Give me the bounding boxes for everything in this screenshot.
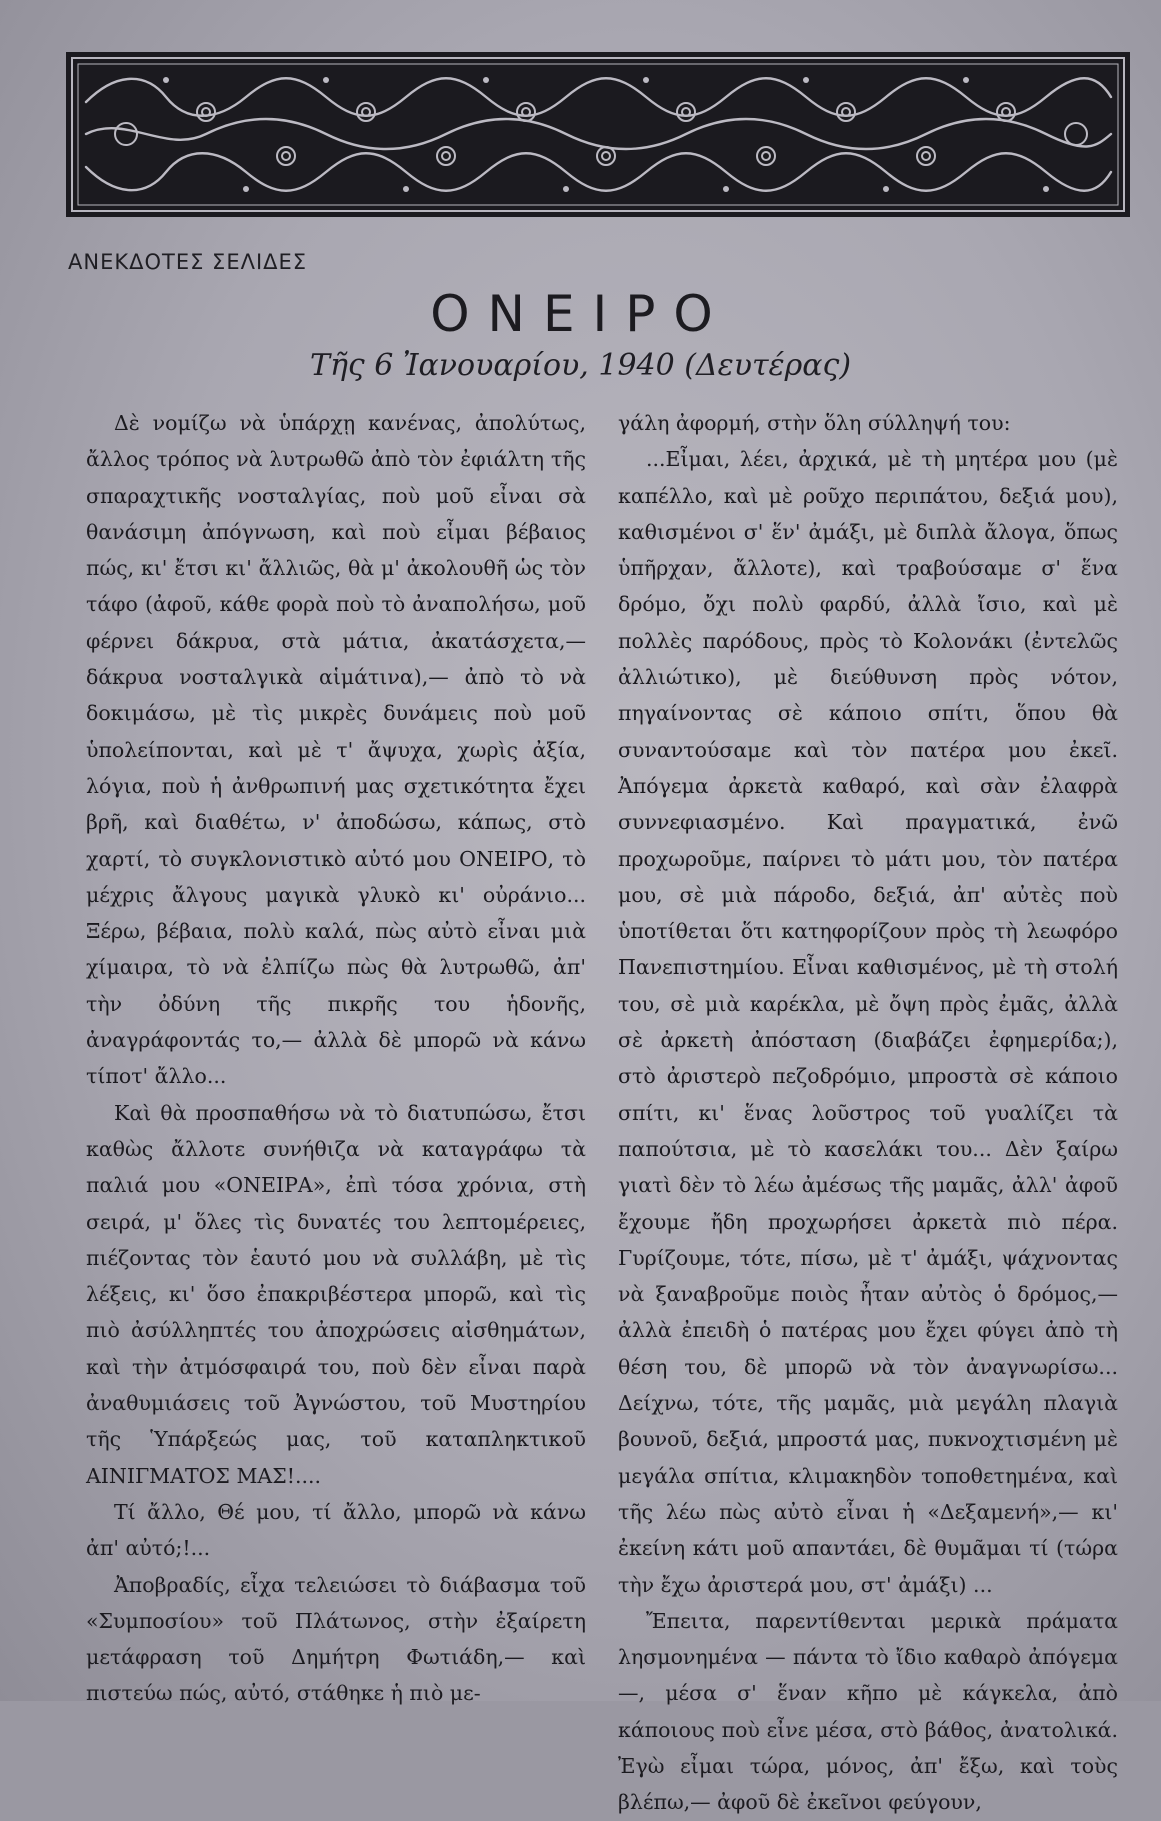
paragraph: ...Εἶμαι, λέει, ἀρχικά, μὲ τὴ μητέρα μου (μὲ καπέλλο, καὶ μὲ ροῦχο περιπάτου, δεξιά μου), καθισμένοι σ' ἕν' ἀμάξι, μὲ διπλὰ ἄλογα, ὅπως ὑπῆρχαν, ἄλλοτε), καὶ τραβούσαμε σ' ἕνα δρόμο, ὄχι πολὺ φαρδύ, ἀλλὰ ἴσιο, καὶ μὲ πολλὲς παρόδους, πρὸς τὸ Κολονάκι (ἐντελῶς ἀλλιώτικο), μὲ διεύθυνση πρὸς νότον, πηγαίνοντας σὲ κάποιο σπίτι, ὅπου θὰ συναντούσαμε καὶ τὸν πατέρα μου ἐκεῖ. Ἀπόγεμα ἀρκετὰ καθαρό, καὶ σὰν ἐλαφρὰ συννεφιασμένο. Καὶ πραγματικά, ἐνῶ προχωροῦμε, παίρνει τὸ μάτι μου, τὸν πατέρα μου, σὲ μιὰ πάροδο, δεξιά, ἀπ' αὐτὲς ποὺ ὑποτίθεται ὅτι κατηφορίζουν πρὸς τὴ λεωφόρο Πανεπιστημίου. Εἶναι καθισμένος, μὲ τὴ στολή του, σὲ μιὰ καρέκλα, μὲ ὄψη πρὸς ἐμᾶς, ἀλλὰ σὲ ἀρκετὴ ἀπόσταση (διαβάζει ἐφημερίδα;), στὸ ἀριστερὸ πεζοδρόμιο, μπροστὰ σὲ κάποιο σπίτι, κι' ἕνας λοῦστρος τοῦ γυαλίζει τὰ παπούτσια, μὲ τὸ κασελάκι του... Δὲν ξαίρω γιατὶ δὲν τὸ λέω ἀμέσως τῆς μαμᾶς, ἀλλ' ἀφοῦ ἔχουμε ἤδη προχωρήσει ἀρκετὰ πιὸ πέρα. Γυρίζουμε, τότε, πίσω, μὲ τ' ἀμάξι, ψάχνοντας νὰ ξαναβροῦμε ποιὸς ἦταν αὐτὸς ὁ δρόμος,— ἀλλὰ ἐπειδὴ ὁ πατέρας μου ἔχει φύγει ἀπὸ τὴ θέση του, δὲ μπορῶ νὰ τὸν ἀναγνωρίσω... Δείχνω, τότε, τῆς μαμᾶς, μιὰ μεγάλη πλαγιὰ βουνοῦ, δεξιά, μπροστά μας, πυκνοχτισμένη μὲ μεγάλα σπίτια, κλιμακηδὸν τοποθετημένα, καὶ τῆς λέω πὼς αὐτὸ εἶναι ἡ «Δεξαμενή»,— κι' ἐκείνη κάτι μοῦ απαντάει, δὲ θυμᾶμαι τί (τώρα τὴν ἔχω ἀριστερά μου, στ' ἀμάξι) ...: [618, 447, 1118, 1597]
section-label: ΑΝΕΚΔΟΤΕΣ ΣΕΛΙΔΕΣ: [68, 250, 308, 274]
paragraph: Δὲ νομίζω νὰ ὑπάρχῃ κανένας, ἀπολύτως, ἄλλος τρόπος νὰ λυτρωθῶ ἀπὸ τὸν ἐφιάλτη τῆς σπαραχτικῆς νοσταλγίας, ποὺ μοῦ εἶναι σὰ θανάσιμη ἀπόγνωση, καὶ ποὺ εἶμαι βέβαιος πώς, κι' ἔτσι κι' ἄλλιῶς, θὰ μ' ἀκολουθῆ ὡς τὸν τάφο (ἀφοῦ, κάθε φορὰ ποὺ τὸ ἀναπολήσω, μοῦ φέρνει δάκρυα, στὰ μάτια, ἀκατάσχετα,— δάκρυα νοσταλγικὰ αἱμάτινα),— ἀπὸ τὸ νὰ δοκιμάσω, μὲ τὶς μικρὲς δυνάμεις ποὺ μοῦ ὑπολείπονται, καὶ μὲ τ' ἄψυχα, χωρὶς ἀξία, λόγια, ποὺ ἡ ἀνθρωπινή μας σχετικότητα ἔχει βρῆ, καὶ διαθέτω, ν' ἀποδώσω, κάπως, στὸ χαρτί, τὸ συγκλονιστικὸ αὐτό μου ΟΝΕΙΡΟ, τὸ μέχρις ἄλγους μαγικὰ γλυκὸ κι' οὐράνιο... Ξέρω, βέβαια, πολὺ καλά, πὼς αὐτὸ εἶναι μιὰ χίμαιρα, τὸ νὰ ἐλπίζω πὼς θὰ λυτρωθῶ, ἀπ' τὴν ὀδύνη τῆς πικρῆς του ἡδονῆς, ἀναγράφοντάς το,— ἀλλὰ δὲ μπορῶ νὰ κάνω τίποτ' ἄλλο...: [86, 411, 586, 1089]
paragraph: Καὶ θὰ προσπαθήσω νὰ τὸ διατυπώσω, ἔτσι καθὼς ἄλλοτε συνήθιζα νὰ καταγράφω τὰ παλιά μου «ΟΝΕΙΡΑ», ἐπὶ τόσα χρόνια, στὴ σειρά, μ' ὅλες τὶς δυνατές του λεπτομέρειες, πιέζοντας τὸν ἑαυτό μου νὰ συλλάβη, μὲ τὶς λέξεις, κι' ὅσο ἐπακριβέστερα μπορῶ, καὶ τὶς πιὸ ἀσύλληπτές του ἀποχρώσεις αἰσθημάτων, καὶ τὴν ἀτμόσφαιρά του, ποὺ δὲν εἶναι παρὰ ἀναθυμιάσεις τοῦ Ἀγνώστου, τοῦ Μυστηρίου τῆς Ὑπάρξεώς μας, τοῦ καταπληκτικοῦ ΑΙΝΙΓΜΑΤΟΣ ΜΑΣ!....: [86, 1100, 586, 1488]
page-title: ΟΝΕΙΡΟ: [430, 285, 731, 343]
date-subtitle: Τῆς 6 Ἰανουαρίου, 1940 (Δευτέρας): [309, 348, 852, 383]
right-column: [618, 405, 1118, 1815]
ornamental-border: [66, 52, 1130, 217]
paragraph: Ἀποβραδίς, εἶχα τελειώσει τὸ διάβασμα τοῦ «Συμποσίου» τοῦ Πλάτωνος, στὴν ἐξαίρετη μετάφραση τοῦ Δημήτρη Φωτιάδη,— καὶ πιστεύω πώς, αὐτό, στάθηκε ἡ πιὸ με-: [86, 1572, 586, 1706]
left-column: [86, 405, 586, 1706]
paragraph: Τί ἄλλο, Θέ μου, τί ἄλλο, μπορῶ νὰ κάνω ἀπ' αὐτό;!...: [86, 1499, 586, 1561]
paragraph: Ἔπειτα, παρεντίθενται μερικὰ πράματα λησμονημένα — πάντα τὸ ἴδιο καθαρὸ ἀπόγεμα —, μέσα σ' ἕναν κῆπο μὲ κάγκελα, ἀπὸ κάποιους ποὺ εἶνε μέσα, στὸ βάθος, ἀνατολικά. Ἐγὼ εἶμαι τώρα, μόνος, ἀπ' ἔξω, καὶ τοὺς βλέπω,— ἀφοῦ δὲ ἐκεῖνοι φεύγουν,: [618, 1608, 1118, 1815]
paragraph: γάλη ἀφορμή, στὴν ὅλη σύλληψή του:: [618, 411, 1011, 435]
